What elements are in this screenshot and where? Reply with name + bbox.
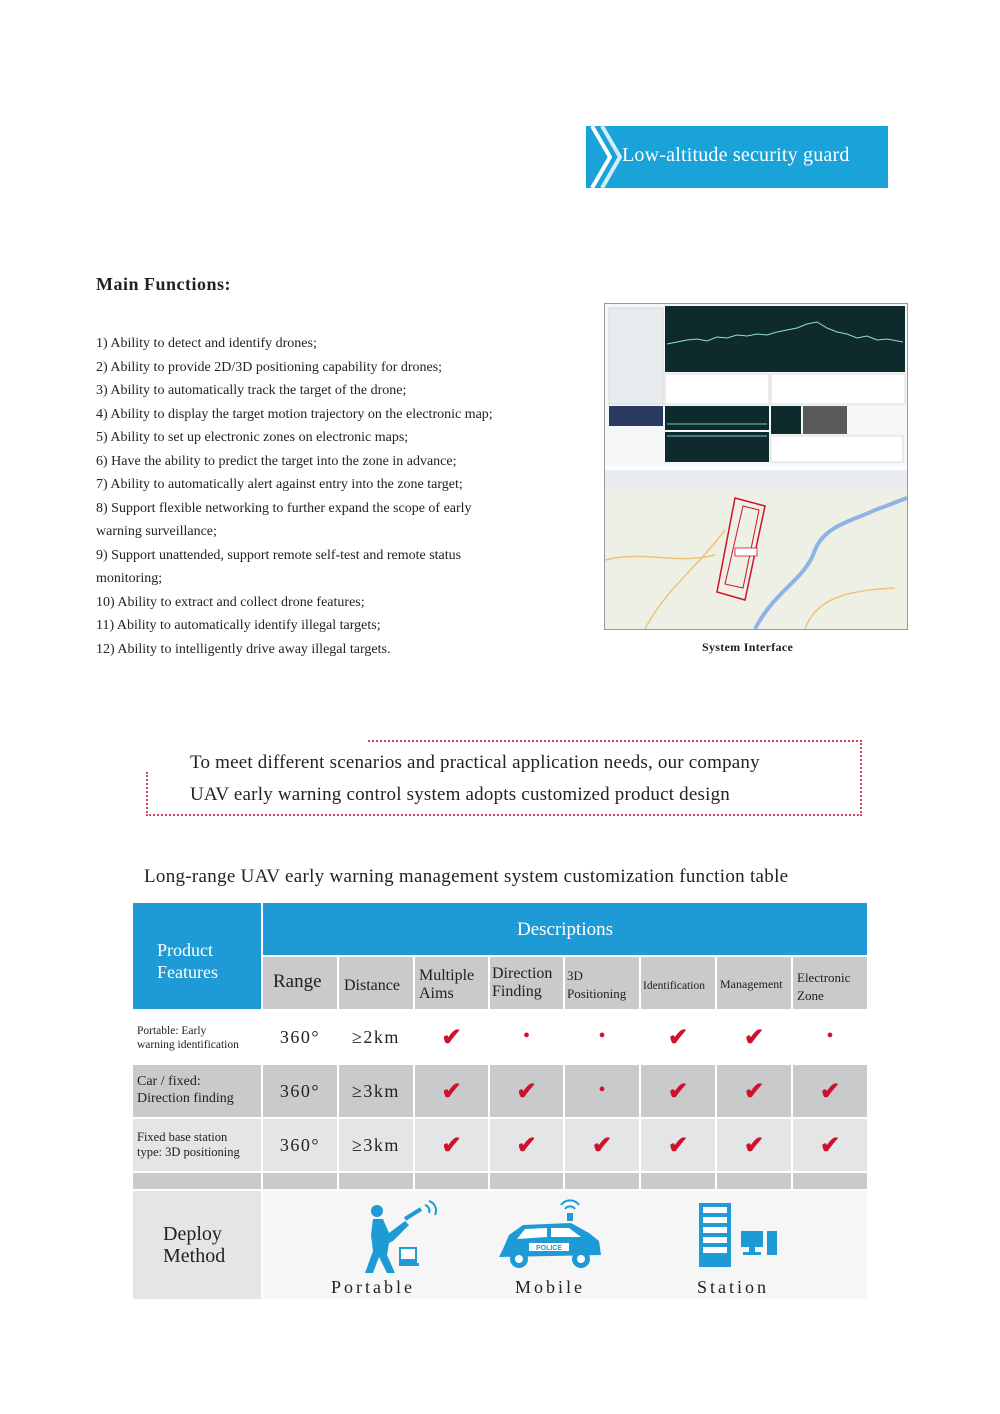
check-icon: ✔ [819, 1079, 841, 1105]
range-cell [263, 1119, 337, 1171]
function-item: 9) Support unattended, support remote self-test and remote status [96, 547, 462, 563]
check-mark-cell [793, 1119, 867, 1171]
check-mark-cell [641, 1011, 715, 1063]
distance-cell [339, 1065, 413, 1117]
table-row-label [133, 1011, 261, 1063]
column-header-multiple-aims [415, 957, 488, 1009]
column-label: Direction Finding [492, 965, 553, 1000]
notice-border-top [368, 740, 862, 742]
check-icon: ✔ [591, 1133, 613, 1159]
function-table [133, 903, 867, 1299]
deploy-portable-label: Portable [331, 1277, 415, 1297]
table-spacer-row [415, 1173, 488, 1189]
function-item: 11) Ability to automatically identify illegal targets; [96, 618, 381, 633]
table-spacer-row [263, 1173, 337, 1189]
deploy-method-label: Deploy Method [163, 1223, 226, 1267]
portable-operator-icon [343, 1199, 447, 1275]
product-features-label: Product Features [157, 940, 218, 982]
function-item: 5) Ability to set up electronic zones on electronic maps; [96, 430, 409, 445]
distance-value: ≥3km [352, 1135, 400, 1155]
deploy-station-label: Station [697, 1277, 770, 1297]
function-item: warning surveillance; [96, 524, 217, 539]
column-label: Electronic Zone [797, 970, 851, 1003]
dot-mark-cell [565, 1011, 639, 1063]
check-mark-cell [490, 1065, 563, 1117]
check-icon: ✔ [743, 1133, 765, 1159]
function-item: 1) Ability to detect and identify drones; [96, 336, 317, 351]
banner-title: Low-altitude security guard [622, 144, 850, 166]
station-server-icon [697, 1201, 781, 1271]
system-interface-caption: System Interface [702, 640, 794, 654]
row-label-text: Portable: Early warning identification [137, 1025, 239, 1051]
main-functions-title: Main Functions: [96, 274, 232, 294]
table-title: Long-range UAV early warning management system customization function table [144, 866, 789, 887]
distance-cell [339, 1011, 413, 1063]
police-car-icon [495, 1199, 605, 1275]
table-row-label [133, 1065, 261, 1117]
distance-value: ≥2km [352, 1027, 400, 1047]
check-icon: ✔ [667, 1025, 689, 1051]
column-header-direction-finding [490, 957, 563, 1009]
check-mark-cell [717, 1011, 791, 1063]
function-item: monitoring; [96, 571, 163, 586]
check-mark-cell [793, 1065, 867, 1117]
system-interface-image [604, 303, 908, 630]
row-label-text: Car / fixed: Direction finding [137, 1074, 234, 1106]
check-icon: ✔ [667, 1079, 689, 1105]
column-header-identification [641, 957, 715, 1009]
column-header-3d-positioning [565, 957, 639, 1009]
notice-border-right [860, 740, 862, 816]
column-header-distance [339, 957, 413, 1009]
column-label: Management [720, 977, 783, 991]
check-mark-cell [415, 1119, 488, 1171]
row-label-text: Fixed base station type: 3D positioning [137, 1130, 240, 1159]
check-icon: ✔ [743, 1025, 765, 1051]
notice-line-2: UAV early warning control system adopts customized product design [190, 784, 730, 805]
table-spacer-row [641, 1173, 715, 1189]
column-header-range [263, 957, 337, 1009]
notice-line-1: To meet different scenarios and practical application needs, our company [190, 752, 760, 773]
check-icon: ✔ [441, 1025, 462, 1051]
table-spacer-row [717, 1173, 791, 1189]
map-panel-image [605, 470, 907, 629]
function-item: 3) Ability to automatically track the target of the drone; [96, 383, 407, 398]
deploy-mobile-label: Mobile [515, 1277, 585, 1297]
column-header-management [717, 957, 791, 1009]
spectrum-panel-image [605, 304, 907, 466]
descriptions-label: Descriptions [516, 919, 614, 940]
table-spacer-row [565, 1173, 639, 1189]
function-item: 2) Ability to provide 2D/3D positioning capability for drones; [96, 359, 443, 375]
deploy-methods-cell [263, 1191, 867, 1299]
function-item: 6) Have the ability to predict the target into the zone in advance; [96, 453, 457, 469]
check-mark-cell [415, 1011, 488, 1063]
check-mark-cell [641, 1119, 715, 1171]
dot-mark-cell [490, 1011, 563, 1063]
check-icon: ✔ [441, 1133, 462, 1159]
main-functions-list [96, 332, 576, 661]
column-header-electronic-zone [793, 957, 867, 1009]
product-features-header [133, 903, 261, 1009]
descriptions-header [263, 903, 867, 955]
column-label: 3D Positioning [567, 968, 627, 1001]
function-item: 8) Support flexible networking to further expand the scope of early [96, 500, 472, 516]
column-label: Range [273, 971, 322, 992]
chevron-decoration-icon [586, 126, 626, 188]
distance-value: ≥3km [352, 1081, 400, 1101]
check-icon: ✔ [516, 1079, 537, 1105]
dot-icon: • [598, 1079, 606, 1101]
deploy-method-cell [133, 1191, 261, 1299]
check-mark-cell [415, 1065, 488, 1117]
column-label: Multiple Aims [419, 967, 475, 1002]
check-mark-cell [490, 1119, 563, 1171]
dot-icon: • [522, 1025, 530, 1047]
range-value: 360° [279, 1027, 321, 1047]
check-mark-cell [641, 1065, 715, 1117]
notice-border-left [146, 772, 148, 816]
check-icon: ✔ [743, 1079, 765, 1105]
check-mark-cell [717, 1119, 791, 1171]
customization-notice [146, 740, 862, 816]
check-mark-cell [717, 1065, 791, 1117]
table-row-label [133, 1119, 261, 1171]
table-spacer-row [490, 1173, 563, 1189]
column-label: Distance [344, 977, 400, 994]
dot-icon: • [598, 1025, 606, 1047]
table-spacer-row [793, 1173, 867, 1189]
distance-cell [339, 1119, 413, 1171]
dot-icon: • [826, 1025, 834, 1047]
range-value: 360° [279, 1135, 321, 1155]
notice-border-bottom [146, 814, 862, 816]
check-icon: ✔ [516, 1133, 537, 1159]
function-item: 7) Ability to automatically alert against entry into the zone target; [96, 477, 463, 492]
police-label: POLICE [535, 1245, 563, 1252]
check-icon: ✔ [441, 1079, 462, 1105]
table-spacer-row [133, 1173, 261, 1189]
dot-mark-cell [793, 1011, 867, 1063]
column-label: Identification [643, 980, 705, 992]
table-spacer-row [339, 1173, 413, 1189]
range-value: 360° [279, 1081, 321, 1101]
range-cell [263, 1065, 337, 1117]
range-cell [263, 1011, 337, 1063]
function-item: 4) Ability to display the target motion trajectory on the electronic map; [96, 406, 493, 422]
check-mark-cell [565, 1119, 639, 1171]
check-icon: ✔ [819, 1133, 841, 1159]
section-banner [586, 126, 888, 188]
function-item: 12) Ability to intelligently drive away illegal targets. [96, 641, 391, 657]
dot-mark-cell [565, 1065, 639, 1117]
check-icon: ✔ [667, 1133, 689, 1159]
function-item: 10) Ability to extract and collect drone features; [96, 594, 365, 610]
